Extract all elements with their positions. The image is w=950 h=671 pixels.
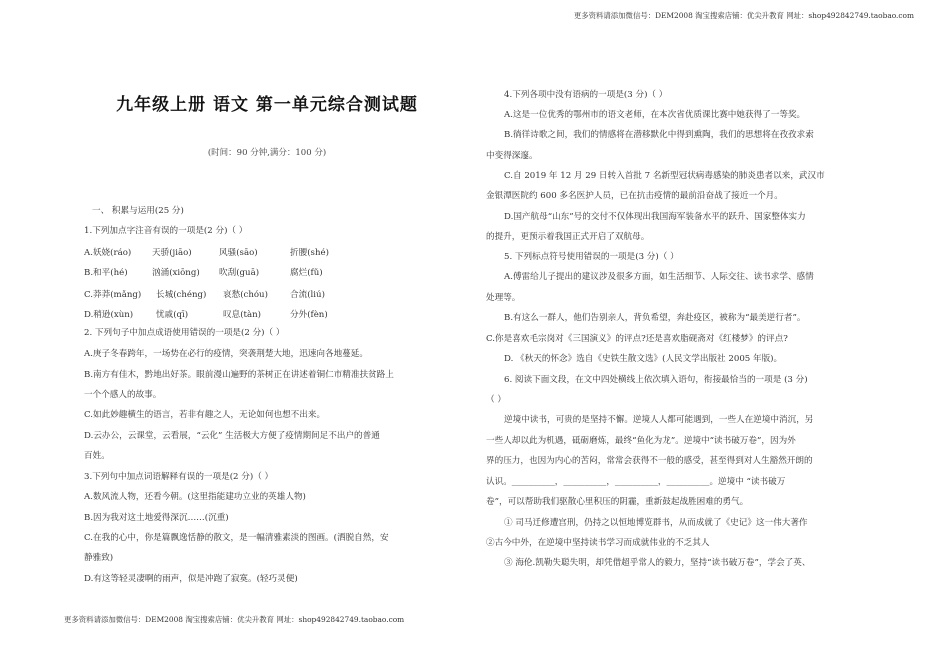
passage-line: 卷”，可以帮助我们驱散心里积压的阴霾，重新鼓起战胜困难的勇气。 <box>486 497 749 507</box>
q2-option-b: B.南方有佳木，黔地出好茶。眼前漫山遍野的茶树正在讲述着铜仁市精准扶贫路上 <box>84 370 394 380</box>
q4-option-b: B.徜徉诗歌之间，我们的情感将在潜移默化中得到熏陶，我们的思想将在孜孜求索 <box>504 130 814 140</box>
pinyin-item: D.稍逊(xùn) <box>84 310 134 320</box>
q6-choice-1: ① 司马迁修遭宫刑，仍持之以恒地博览群书，从而成就了《史记》这一伟大著作 <box>504 518 808 528</box>
pinyin-item: 叹息(tàn) <box>223 310 262 320</box>
pinyin-item: 哀愁(chóu) <box>223 290 268 300</box>
pinyin-item: 忧戚(qī) <box>156 310 189 320</box>
question-1: 1.下列加点字注音有误的一项是(2 分)（ ） <box>84 226 248 236</box>
pinyin-item: 风骚(sāo) <box>219 248 258 258</box>
pinyin-item: 分外(fèn) <box>290 310 328 320</box>
q4-option-d-cont: 的提升，更预示着我国正式开启了双航母。 <box>486 232 650 242</box>
question-3: 3.下列句中加点词语解释有误的一项是(2 分)（ ） <box>84 472 274 482</box>
pinyin-item: 折腰(shé) <box>290 248 329 258</box>
passage-line: 界的压力，也因为内心的苦闷，常常会获得不一般的感受，甚至得到对人生豁然开朗的 <box>486 456 813 466</box>
q6-choice-2: ②古今中外，在逆境中坚持读书学习而成就伟业的不乏其人 <box>486 538 710 548</box>
pinyin-item: A.妖娆(ráo) <box>84 248 132 258</box>
q3-option-c-cont: 静雅致) <box>84 553 114 563</box>
question-5: 5. 下列标点符号使用错误的一项是(3 分)（ ） <box>504 252 679 262</box>
pinyin-item: 合流(liú) <box>290 290 325 300</box>
q4-option-b-cont: 中变得深邃。 <box>486 151 538 161</box>
q2-option-a: A.庚子冬春跨年，一场势在必行的疫情，突袭荆楚大地，迅速向各地蔓延。 <box>84 349 368 359</box>
q4-option-c-cont: 金银潭医院约 600 多名医护人员，已在抗击疫情的最前沿奋战了接近一个月。 <box>486 191 783 201</box>
q3-option-d: D.有这等轻灵凄啊的雨声，似是冲跑了寂寞。(轻巧灵便) <box>84 574 298 584</box>
pinyin-item: 汹涌(xiōng) <box>152 268 200 278</box>
passage-line: 逆境中读书，可贵的是坚持不懈。逆境人人都可能遇到，一些人在逆境中消沉，另 <box>504 415 814 425</box>
pinyin-item: 长城(chéng) <box>156 290 207 300</box>
q5-option-b: B.有这么一群人，他们告别亲人，背负希望，奔赴疫区，被称为“最美逆行者”。 <box>504 313 806 323</box>
exam-subtitle: (时间：90 分钟,满分：100 分) <box>207 148 327 158</box>
q3-option-c: C.在我的心中，你是篇飘逸恬静的散文，是一幅清雅素淡的图画。(洒脱自然，安 <box>84 533 389 543</box>
q3-option-b: B.因为我对这土地爱得深沉……(沉重) <box>84 513 229 523</box>
passage-line-blanks: 认识。__________，__________，__________，__________。逆境中 “读书破万 <box>486 477 786 487</box>
footer-note: 更多资料请添加微信号：DEM2008 淘宝搜索店铺：优尖升教育 网址：shop492842749.taobao.com <box>64 615 405 624</box>
header-note: 更多资料请添加微信号：DEM2008 淘宝搜索店铺：优尖升教育 网址：shop492842749.taobao.com <box>573 11 914 20</box>
pinyin-item: B.和平(hé) <box>84 268 128 278</box>
q2-option-b-cont: 一个个感人的故事。 <box>84 390 162 400</box>
q4-option-c: C.自 2019 年 12 月 29 日转入首批 7 名新型冠状病毒感染的肺炎患者以来，武汉市 <box>504 171 825 181</box>
q5-option-a-cont: 处理等。 <box>486 293 521 303</box>
q3-option-a: A.数风流人物，还看今朝。(这里指能建功立业的英雄人物) <box>84 492 306 502</box>
pinyin-item: 吹刮(guā) <box>219 268 260 278</box>
passage-line: 一些人却以此为机遇，砥砺磨炼，最终“鱼化为龙”。逆境中“读书破万卷”，因为外 <box>486 436 796 446</box>
pinyin-item: 天骄(jiāo) <box>152 248 192 258</box>
page-title: 九年级上册 语文 第一单元综合测试题 <box>116 95 418 115</box>
question-2: 2. 下列句子中加点成语使用错误的一项是(2 分)（ ） <box>84 328 285 338</box>
q2-option-d-cont: 百姓。 <box>84 451 110 461</box>
q5-option-d: D. 《秋天的怀念》选自《史铁生散文选》(人民文学出版社 2005 年版)。 <box>504 354 783 364</box>
q6-choice-3: ③ 海伦.凯勒失聪失明，却凭借超乎常人的毅力，坚持“读书破万卷”，学会了英、 <box>504 558 811 568</box>
pinyin-item: C.莽莽(mǎng) <box>84 290 142 300</box>
question-4: 4.下列各项中没有语病的一项是(3 分)（ ） <box>504 90 668 100</box>
q4-option-d: D.国产航母“山东”号的交付不仅体现出我国海军装备水平的跃升、国家整体实力 <box>504 212 806 222</box>
question-6-bracket: （ ） <box>486 395 506 405</box>
q2-option-c: C.如此妙趣横生的语言，若非有趣之人，无论如何也想不出来。 <box>84 410 326 420</box>
question-6: 6. 阅读下面文段，在文中四处横线上依次填入语句，衔接最恰当的一项是 (3 分) <box>504 375 808 385</box>
q2-option-d: D.云办公，云课堂，云看展，“云化” 生活极大方便了疫情期间足不出户的普通 <box>84 431 380 441</box>
q5-option-c: C.你是喜欢毛宗岗对《三国演义》的评点?还是喜欢脂砚斋对《红楼梦》的评点? <box>486 334 788 344</box>
pinyin-item: 腐烂(fǔ) <box>290 268 323 278</box>
section-heading: 一、 积累与运用(25 分) <box>92 206 184 216</box>
q5-option-a: A.傅雷给儿子提出的建议涉及很多方面，如生活细节、人际交往、读书求学、感情 <box>504 272 814 282</box>
q4-option-a: A.这是一位优秀的鄂州市的语文老师，在本次省优质课比赛中她获得了一等奖。 <box>504 110 806 120</box>
